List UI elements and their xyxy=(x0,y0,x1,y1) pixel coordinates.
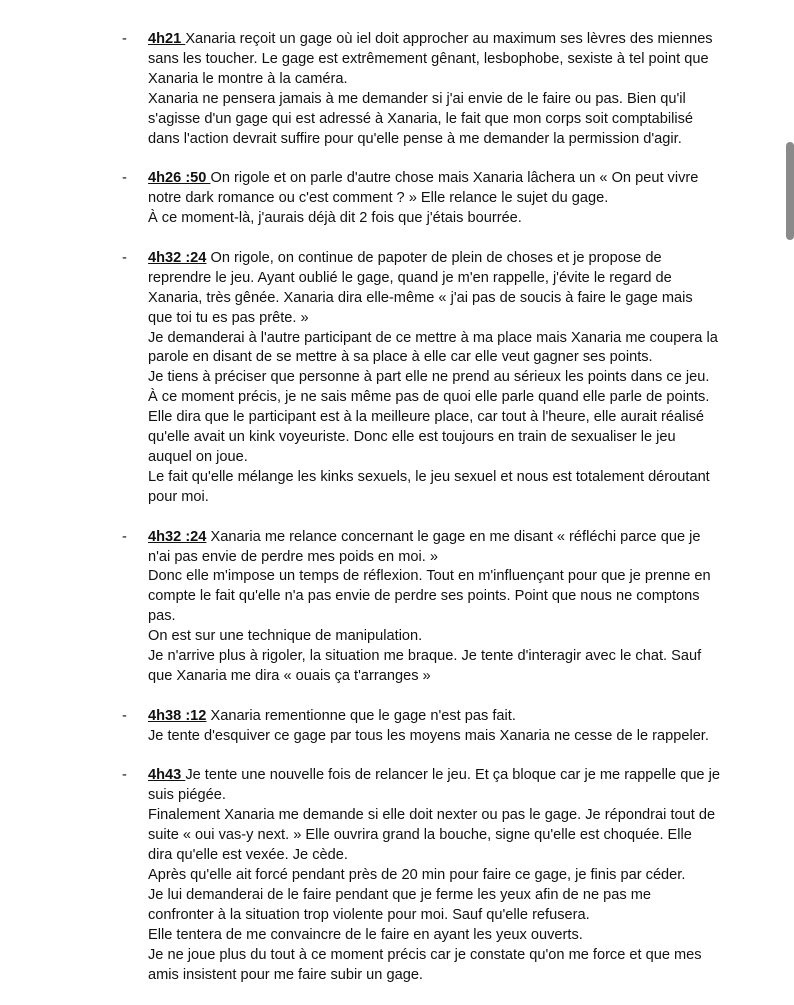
paragraph-text: Je n'arrive plus à rigoler, la situation me braque. Je tente d'interagir avec le chat. Sauf que Xanaria me dira « ouais ça t'arranges » xyxy=(148,648,702,684)
paragraph-text: Donc elle m'impose un temps de réflexion. Tout en m'influençant pour que je prenne en compte le fait qu'elle n'a pas envie de perdre ses points. Point que nous ne comptons pas. xyxy=(148,568,711,625)
vertical-scrollbar[interactable] xyxy=(786,142,794,240)
paragraph-text: Je tente d'esquiver ce gage par tous les moyens mais Xanaria ne cesse de le rappeler. xyxy=(148,727,709,744)
timestamp: 4h26 :50 xyxy=(148,170,211,187)
bullet-dash: - xyxy=(122,707,127,724)
paragraph-text: Je demanderai à l'autre participant de ce mettre à ma place mais Xanaria me coupera la parole en disant de se mettre à sa place à elle car elle veut gagner ses points. xyxy=(148,329,718,366)
document-body xyxy=(0,30,794,1005)
paragraph-text: Je ne joue plus du tout à ce moment précis car je constate qu'on me force et que mes amis insistent pour me faire subir un gage. xyxy=(148,946,702,983)
list-item xyxy=(0,30,720,149)
bullet-dash: - xyxy=(122,249,127,266)
paragraph-text: Xanaria reçoit un gage où iel doit approcher au maximum ses lèvres des miennes sans les toucher. Le gage est extrêmement gênant, lesbophobe, sexiste à tel point que Xanaria le montre à la caméra. xyxy=(148,31,713,87)
list-item xyxy=(0,528,720,687)
paragraph-text: Xanaria me relance concernant le gage en me disant « réfléchi parce que je n'ai pas envie de perdre mes poids en moi. » xyxy=(148,528,701,565)
bullet-dash: - xyxy=(122,767,127,784)
paragraph-text: On rigole et on parle d'autre chose mais Xanaria lâchera un « On peut vivre notre dark romance ou c'est comment ? » Elle relance le sujet du gage. xyxy=(148,170,699,207)
paragraph-text: Je tiens à préciser que personne à part elle ne prend au sérieux les points dans ce jeu. xyxy=(148,369,710,386)
timestamp: 4h38 :12 xyxy=(148,707,207,724)
paragraph-text: Après qu'elle ait forcé pendant près de 20 min pour faire ce gage, je finis par céder. xyxy=(148,866,686,883)
list-item xyxy=(0,249,720,508)
paragraph-text: Xanaria ne pensera jamais à me demander si j'ai envie de le faire ou pas. Bien qu'il s'agisse d'un gage qui est adressé à Xanaria, le fait que mon corps soit comptabilisé dans l'action devrait suffire pour qu'elle pense à me demander la permission d'agir. xyxy=(148,90,694,147)
list-item xyxy=(0,169,720,229)
list-item xyxy=(0,766,720,985)
paragraph-text: À ce moment-là, j'aurais déjà dit 2 fois que j'étais bourrée. xyxy=(148,210,522,227)
list-item xyxy=(0,707,720,747)
bullet-dash: - xyxy=(122,528,127,545)
bullet-dash: - xyxy=(122,170,127,187)
timestamp: 4h32 :24 xyxy=(148,249,207,266)
paragraph-text: Xanaria rementionne que le gage n'est pas fait. xyxy=(206,707,516,724)
paragraph-text: Elle tentera de me convaincre de le faire en ayant les yeux ouverts. xyxy=(148,926,583,943)
timestamp: 4h43 xyxy=(148,767,186,784)
paragraph-text: On rigole, on continue de papoter de plein de choses et je propose de reprendre le jeu. Ayant oublié le gage, quand je m'en rappelle, j'évite le regard de Xanaria, très gênée. Xanaria dira elle-même « j'ai pas de soucis à faire le gage mais que toi tu es pas prête. » xyxy=(148,249,693,326)
timestamp: 4h32 :24 xyxy=(148,528,207,545)
paragraph-text: Je lui demanderai de le faire pendant que je ferme les yeux afin de ne pas me confronter à la situation trop violente pour moi. Sauf qu'elle refusera. xyxy=(148,886,651,923)
paragraph-text: Elle dira que le participant est à la meilleure place, car tout à l'heure, elle aurait réalisé qu'elle avait un kink voyeuriste. Donc elle est toujours en train de sexualiser le jeu auquel on joue. xyxy=(148,409,705,465)
paragraph-text: Je tente une nouvelle fois de relancer le jeu. Et ça bloque car je me rappelle que je suis piégée. xyxy=(148,767,720,804)
bullet-dash: - xyxy=(122,31,127,47)
timestamp: 4h21 xyxy=(148,31,186,47)
paragraph-text: Le fait qu'elle mélange les kinks sexuels, le jeu sexuel et nous est totalement déroutant pour moi. xyxy=(148,468,710,505)
paragraph-text: Finalement Xanaria me demande si elle doit nexter ou pas le gage. Je répondrai tout de suite « oui vas-y next. » Elle ouvrira grand la bouche, signe qu'elle est choquée. Elle dira qu'elle est vexée. Je cède. xyxy=(148,807,716,864)
paragraph-text: À ce moment précis, je ne sais même pas de quoi elle parle quand elle parle de points. xyxy=(148,389,710,406)
paragraph-text: On est sur une technique de manipulation. xyxy=(148,628,423,645)
